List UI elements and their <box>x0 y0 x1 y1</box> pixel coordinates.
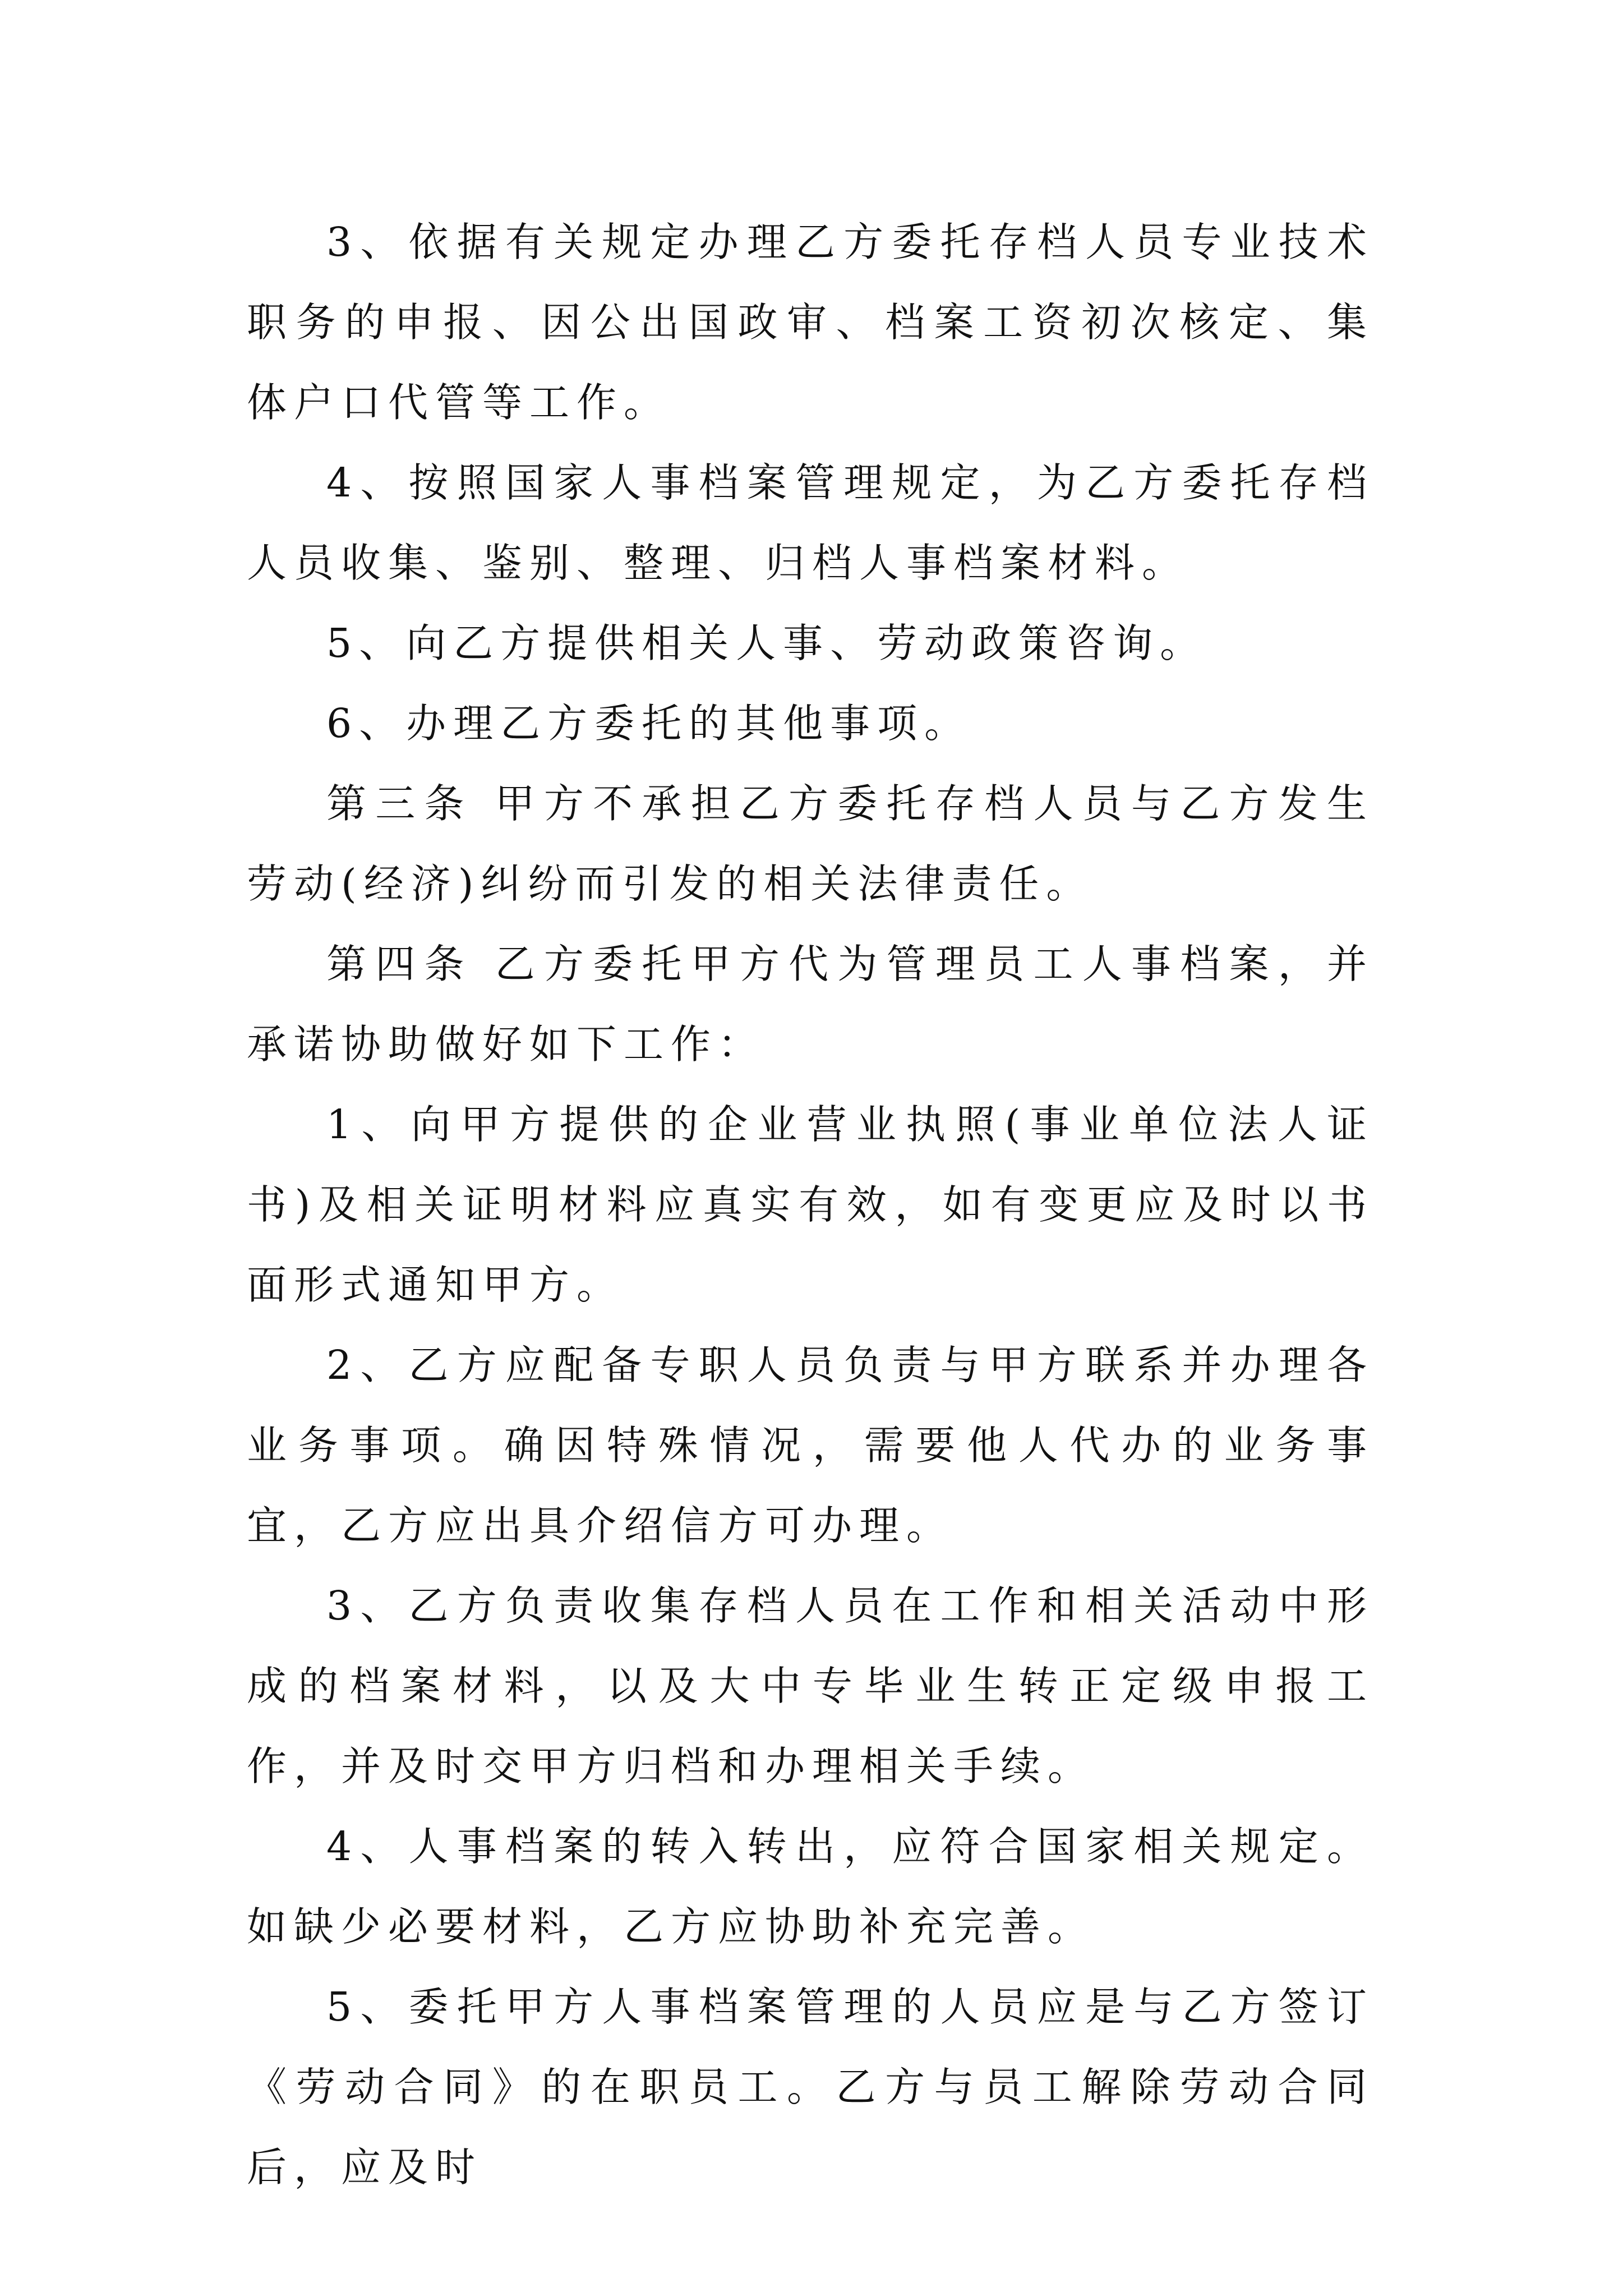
paragraph-item-5-consulting: 5、向乙方提供相关人事、劳动政策咨询。 <box>326 620 1207 666</box>
paragraph-item-5-employees: 5、委托甲方人事档案管理的人员应是与乙方签订《劳动合同》的在职员工。乙方与员工解除劳动合同后，应及时 <box>247 1984 1374 2191</box>
paragraph-article-3: 第三条 甲方不承担乙方委托存档人员与乙方发生劳动(经济)纠纷而引发的相关法律责任。 <box>247 780 1374 907</box>
paragraph-item-6-other: 6、办理乙方委托的其他事项。 <box>326 700 972 747</box>
paragraph-item-1-license: 1、向甲方提供的企业营业执照(事业单位法人证书)及相关证明材料应真实有效，如有变更应及时以书面形式通知甲方。 <box>247 1101 1374 1308</box>
document-body <box>247 202 1374 2207</box>
paragraph-item-4-archive-materials: 4、按照国家人事档案管理规定，为乙方委托存档人员收集、鉴别、整理、归档人事档案材料。 <box>247 459 1374 586</box>
paragraph-item-2-staff: 2、乙方应配备专职人员负责与甲方联系并办理各业务事项。确因特殊情况，需要他人代办的业务事宜，乙方应出具介绍信方可办理。 <box>247 1342 1374 1549</box>
paragraph-item-3-duties: 3、依据有关规定办理乙方委托存档人员专业技术职务的申报、因公出国政审、档案工资初次核定、集体户口代管等工作。 <box>247 219 1374 426</box>
paragraph-item-4-transfer: 4、人事档案的转入转出，应符合国家相关规定。如缺少必要材料，乙方应协助补充完善。 <box>247 1823 1374 1950</box>
paragraph-article-4: 第四条 乙方委托甲方代为管理员工人事档案，并承诺协助做好如下工作： <box>247 941 1374 1068</box>
paragraph-item-3-collection: 3、乙方负责收集存档人员在工作和相关活动中形成的档案材料，以及大中专毕业生转正定级申报工作，并及时交甲方归档和办理相关手续。 <box>247 1582 1374 1789</box>
